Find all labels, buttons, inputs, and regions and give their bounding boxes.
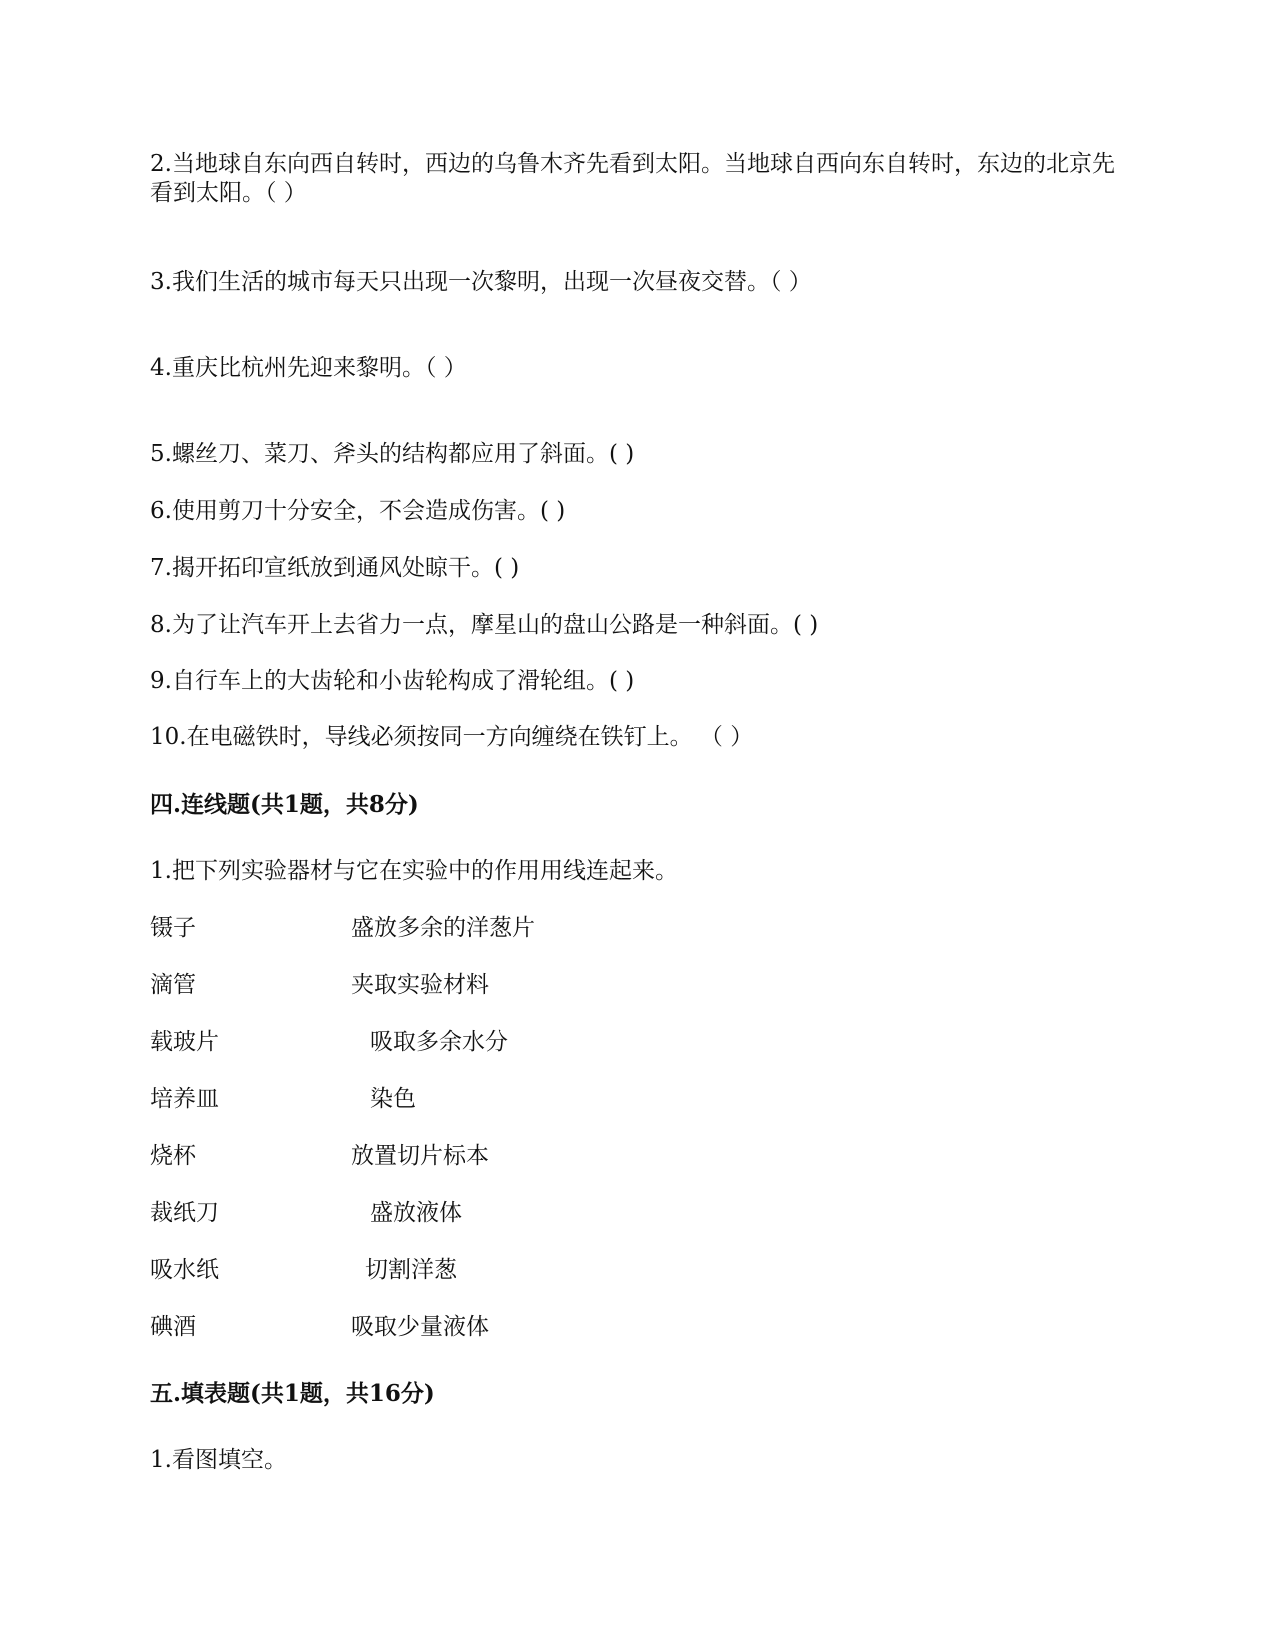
match-right-item: 切割洋葱	[365, 1257, 457, 1283]
match-left-item: 培养皿	[150, 1086, 219, 1112]
match-right-item: 吸取少量液体	[351, 1314, 489, 1340]
match-left-item: 滴管	[150, 972, 196, 998]
match-left-item: 碘酒	[150, 1314, 196, 1340]
judgement-item-5: 5.螺丝刀、菜刀、斧头的结构都应用了斜面。( )	[150, 441, 635, 467]
judgement-item-4: 4.重庆比杭州先迎来黎明。（ ）	[150, 355, 467, 381]
match-left-item: 烧杯	[150, 1143, 196, 1169]
match-right-item: 放置切片标本	[351, 1143, 489, 1169]
match-left-item: 吸水纸	[150, 1257, 219, 1283]
match-right-item: 染色	[370, 1086, 416, 1112]
match-right-item: 吸取多余水分	[370, 1029, 508, 1055]
judgement-item-7: 7.揭开拓印宣纸放到通风处晾干。( )	[150, 555, 520, 581]
judgement-item-9: 9.自行车上的大齿轮和小齿轮构成了滑轮组。( )	[150, 668, 635, 694]
section-4-question: 1.把下列实验器材与它在实验中的作用用线连起来。	[150, 858, 678, 884]
judgement-item-6: 6.使用剪刀十分安全，不会造成伤害。( )	[150, 498, 566, 524]
match-right-item: 夹取实验材料	[351, 972, 489, 998]
judgement-item-10: 10.在电磁铁时，导线必须按同一方向缠绕在铁钉上。 （ ）	[150, 724, 754, 750]
match-left-item: 镊子	[150, 915, 196, 941]
judgement-item-8: 8.为了让汽车开上去省力一点，摩星山的盘山公路是一种斜面。( )	[150, 612, 819, 638]
match-right-item: 盛放液体	[370, 1200, 462, 1226]
section-5-heading: 五.填表题(共1题，共16分)	[150, 1380, 435, 1407]
judgement-item-3: 3.我们生活的城市每天只出现一次黎明，出现一次昼夜交替。（ ）	[150, 269, 812, 295]
match-right-item: 盛放多余的洋葱片	[351, 915, 535, 941]
match-left-item: 载玻片	[150, 1029, 219, 1055]
match-left-item: 裁纸刀	[150, 1200, 219, 1226]
section-4-heading: 四.连线题(共1题，共8分)	[150, 791, 419, 818]
section-5-question: 1.看图填空。	[150, 1447, 287, 1473]
judgement-item-2: 2.当地球自东向西自转时，西边的乌鲁木齐先看到太阳。当地球自西向东自转时，东边的北京先看到太阳。（ ）	[150, 151, 1115, 206]
